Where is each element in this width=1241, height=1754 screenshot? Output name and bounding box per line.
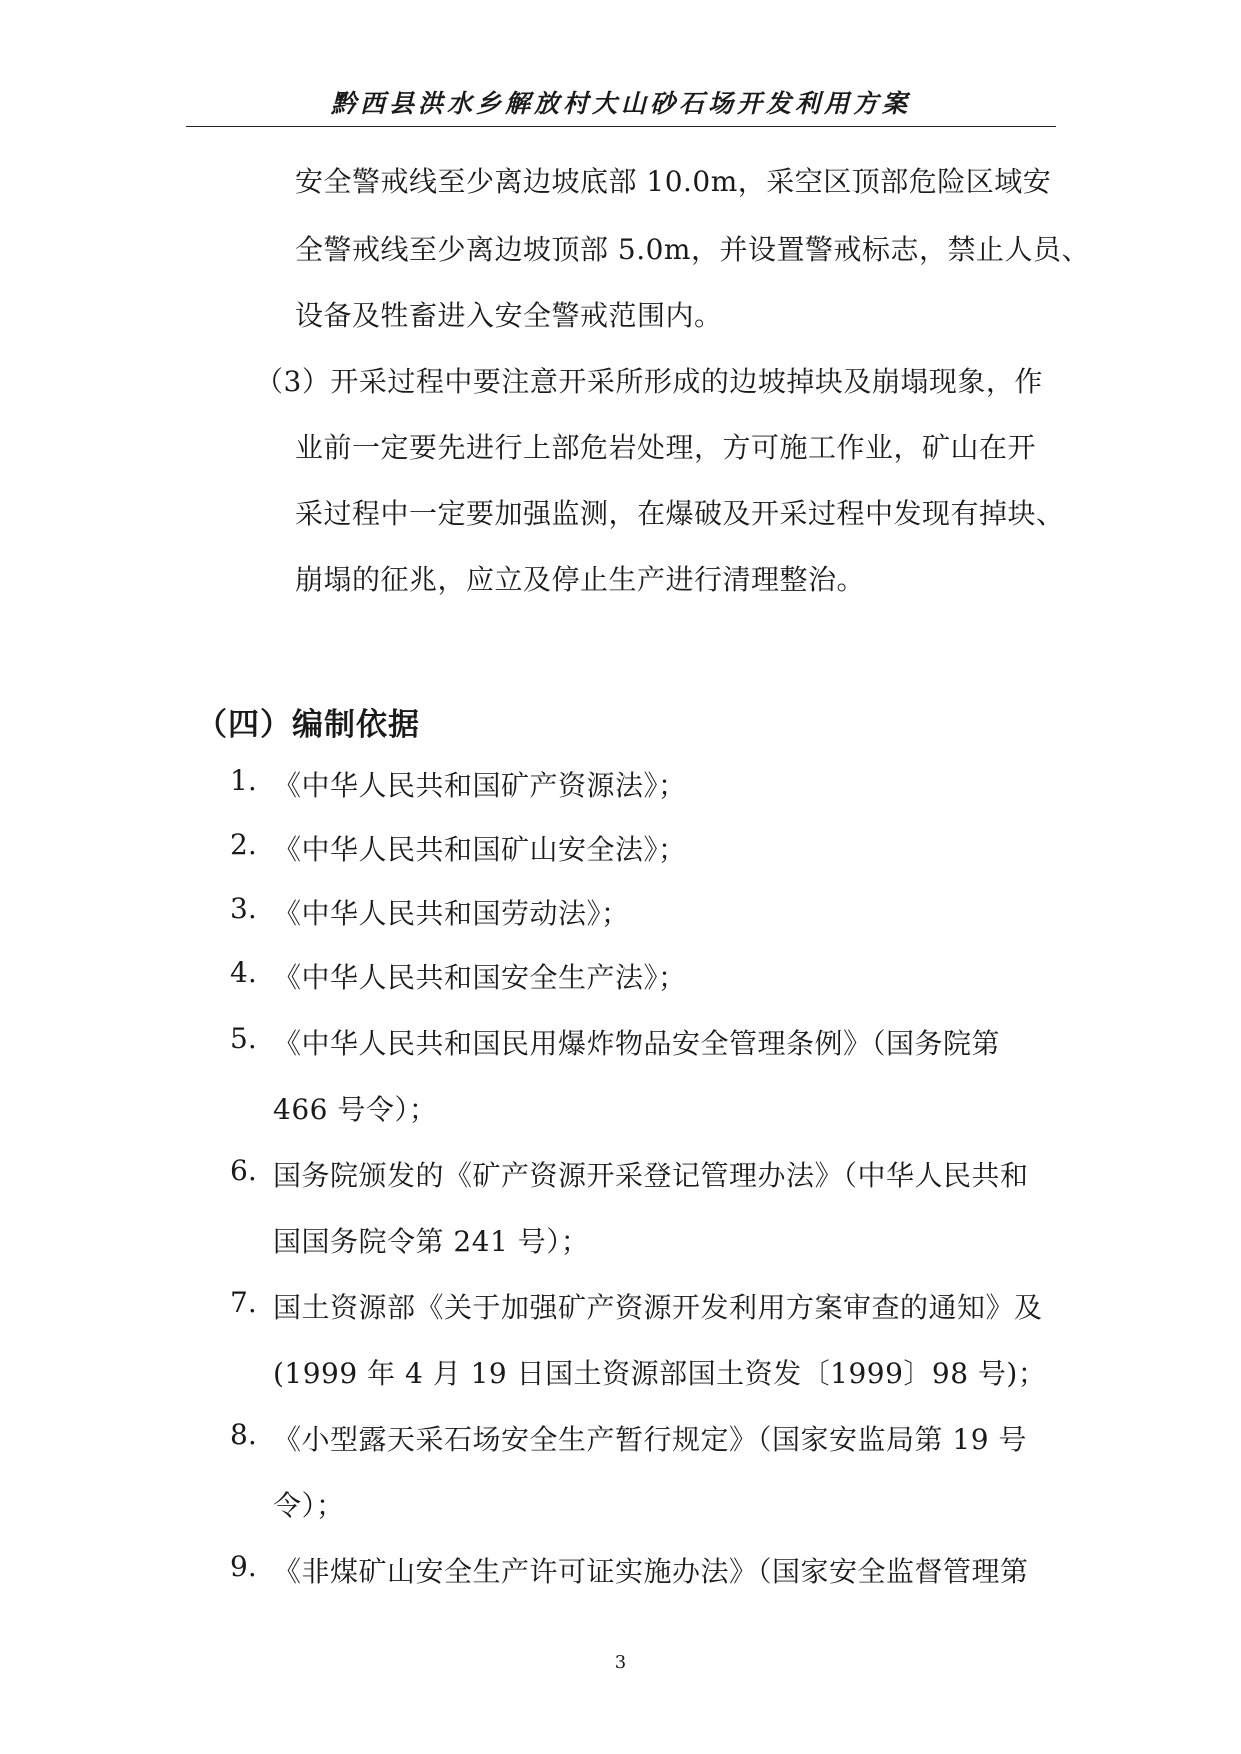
running-header: 黔西县洪水乡解放村大山砂石场开发利用方案 — [330, 89, 911, 118]
page-number: 3 — [614, 1652, 627, 1673]
list-item-text: (1999 年 4 月 19 日国土资源部国土资发〔1999〕98 号)； — [273, 1357, 1047, 1390]
paragraph-line: 全警戒线至少离边坡顶部 5.0m，并设置警戒标志，禁止人员、 — [295, 233, 1090, 266]
list-item-text: 《非煤矿山安全生产许可证实施办法》（国家安全监督管理第 — [273, 1555, 1029, 1588]
list-item-number: 1. — [230, 764, 257, 797]
list-item-text: 《小型露天采石场安全生产暂行规定》（国家安监局第 19 号 — [273, 1423, 1027, 1456]
list-item-number: 4. — [230, 956, 257, 989]
list-item-number: 6. — [230, 1154, 257, 1187]
section-heading: （四）编制依据 — [196, 707, 420, 743]
paragraph-line: 采过程中一定要加强监测，在爆破及开采过程中发现有掉块、 — [295, 497, 1065, 530]
list-item-number: 7. — [230, 1286, 257, 1319]
list-item-text: 令）； — [273, 1489, 345, 1522]
list-item-number: 2. — [230, 828, 257, 861]
list-item-text: 国土资源部《关于加强矿产资源开发利用方案审查的通知》及 — [273, 1291, 1043, 1324]
paragraph-line: （3）开采过程中要注意开采所形成的边坡掉块及崩塌现象，作 — [255, 365, 1043, 398]
paragraph-line: 业前一定要先进行上部危岩处理，方可施工作业，矿山在开 — [295, 431, 1037, 464]
list-item-text: 《中华人民共和国劳动法》； — [273, 897, 630, 930]
list-item-text: 《中华人民共和国安全生产法》； — [273, 961, 687, 994]
list-item-text: 《中华人民共和国民用爆炸物品安全管理条例》（国务院第 — [273, 1027, 1001, 1060]
list-item-text: 466 号令）； — [273, 1093, 438, 1126]
list-item-text: 《中华人民共和国矿产资源法》； — [273, 769, 687, 802]
header-rule — [186, 126, 1056, 127]
list-item-number: 8. — [230, 1418, 257, 1451]
list-item-number: 9. — [230, 1550, 257, 1583]
paragraph-line: 设备及牲畜进入安全警戒范围内。 — [295, 299, 723, 332]
list-item-text: 国务院颁发的《矿产资源开采登记管理办法》（中华人民共和 — [273, 1159, 1029, 1192]
list-item-number: 5. — [230, 1022, 257, 1055]
list-item-text: 国国务院令第 241 号）； — [273, 1225, 590, 1258]
list-item-number: 3. — [230, 892, 257, 925]
paragraph-line: 安全警戒线至少离边坡底部 10.0m，采空区顶部危险区域安 — [295, 165, 1052, 198]
list-item-text: 《中华人民共和国矿山安全法》； — [273, 833, 687, 866]
paragraph-line: 崩塌的征兆，应立及停止生产进行清理整治。 — [295, 563, 866, 596]
